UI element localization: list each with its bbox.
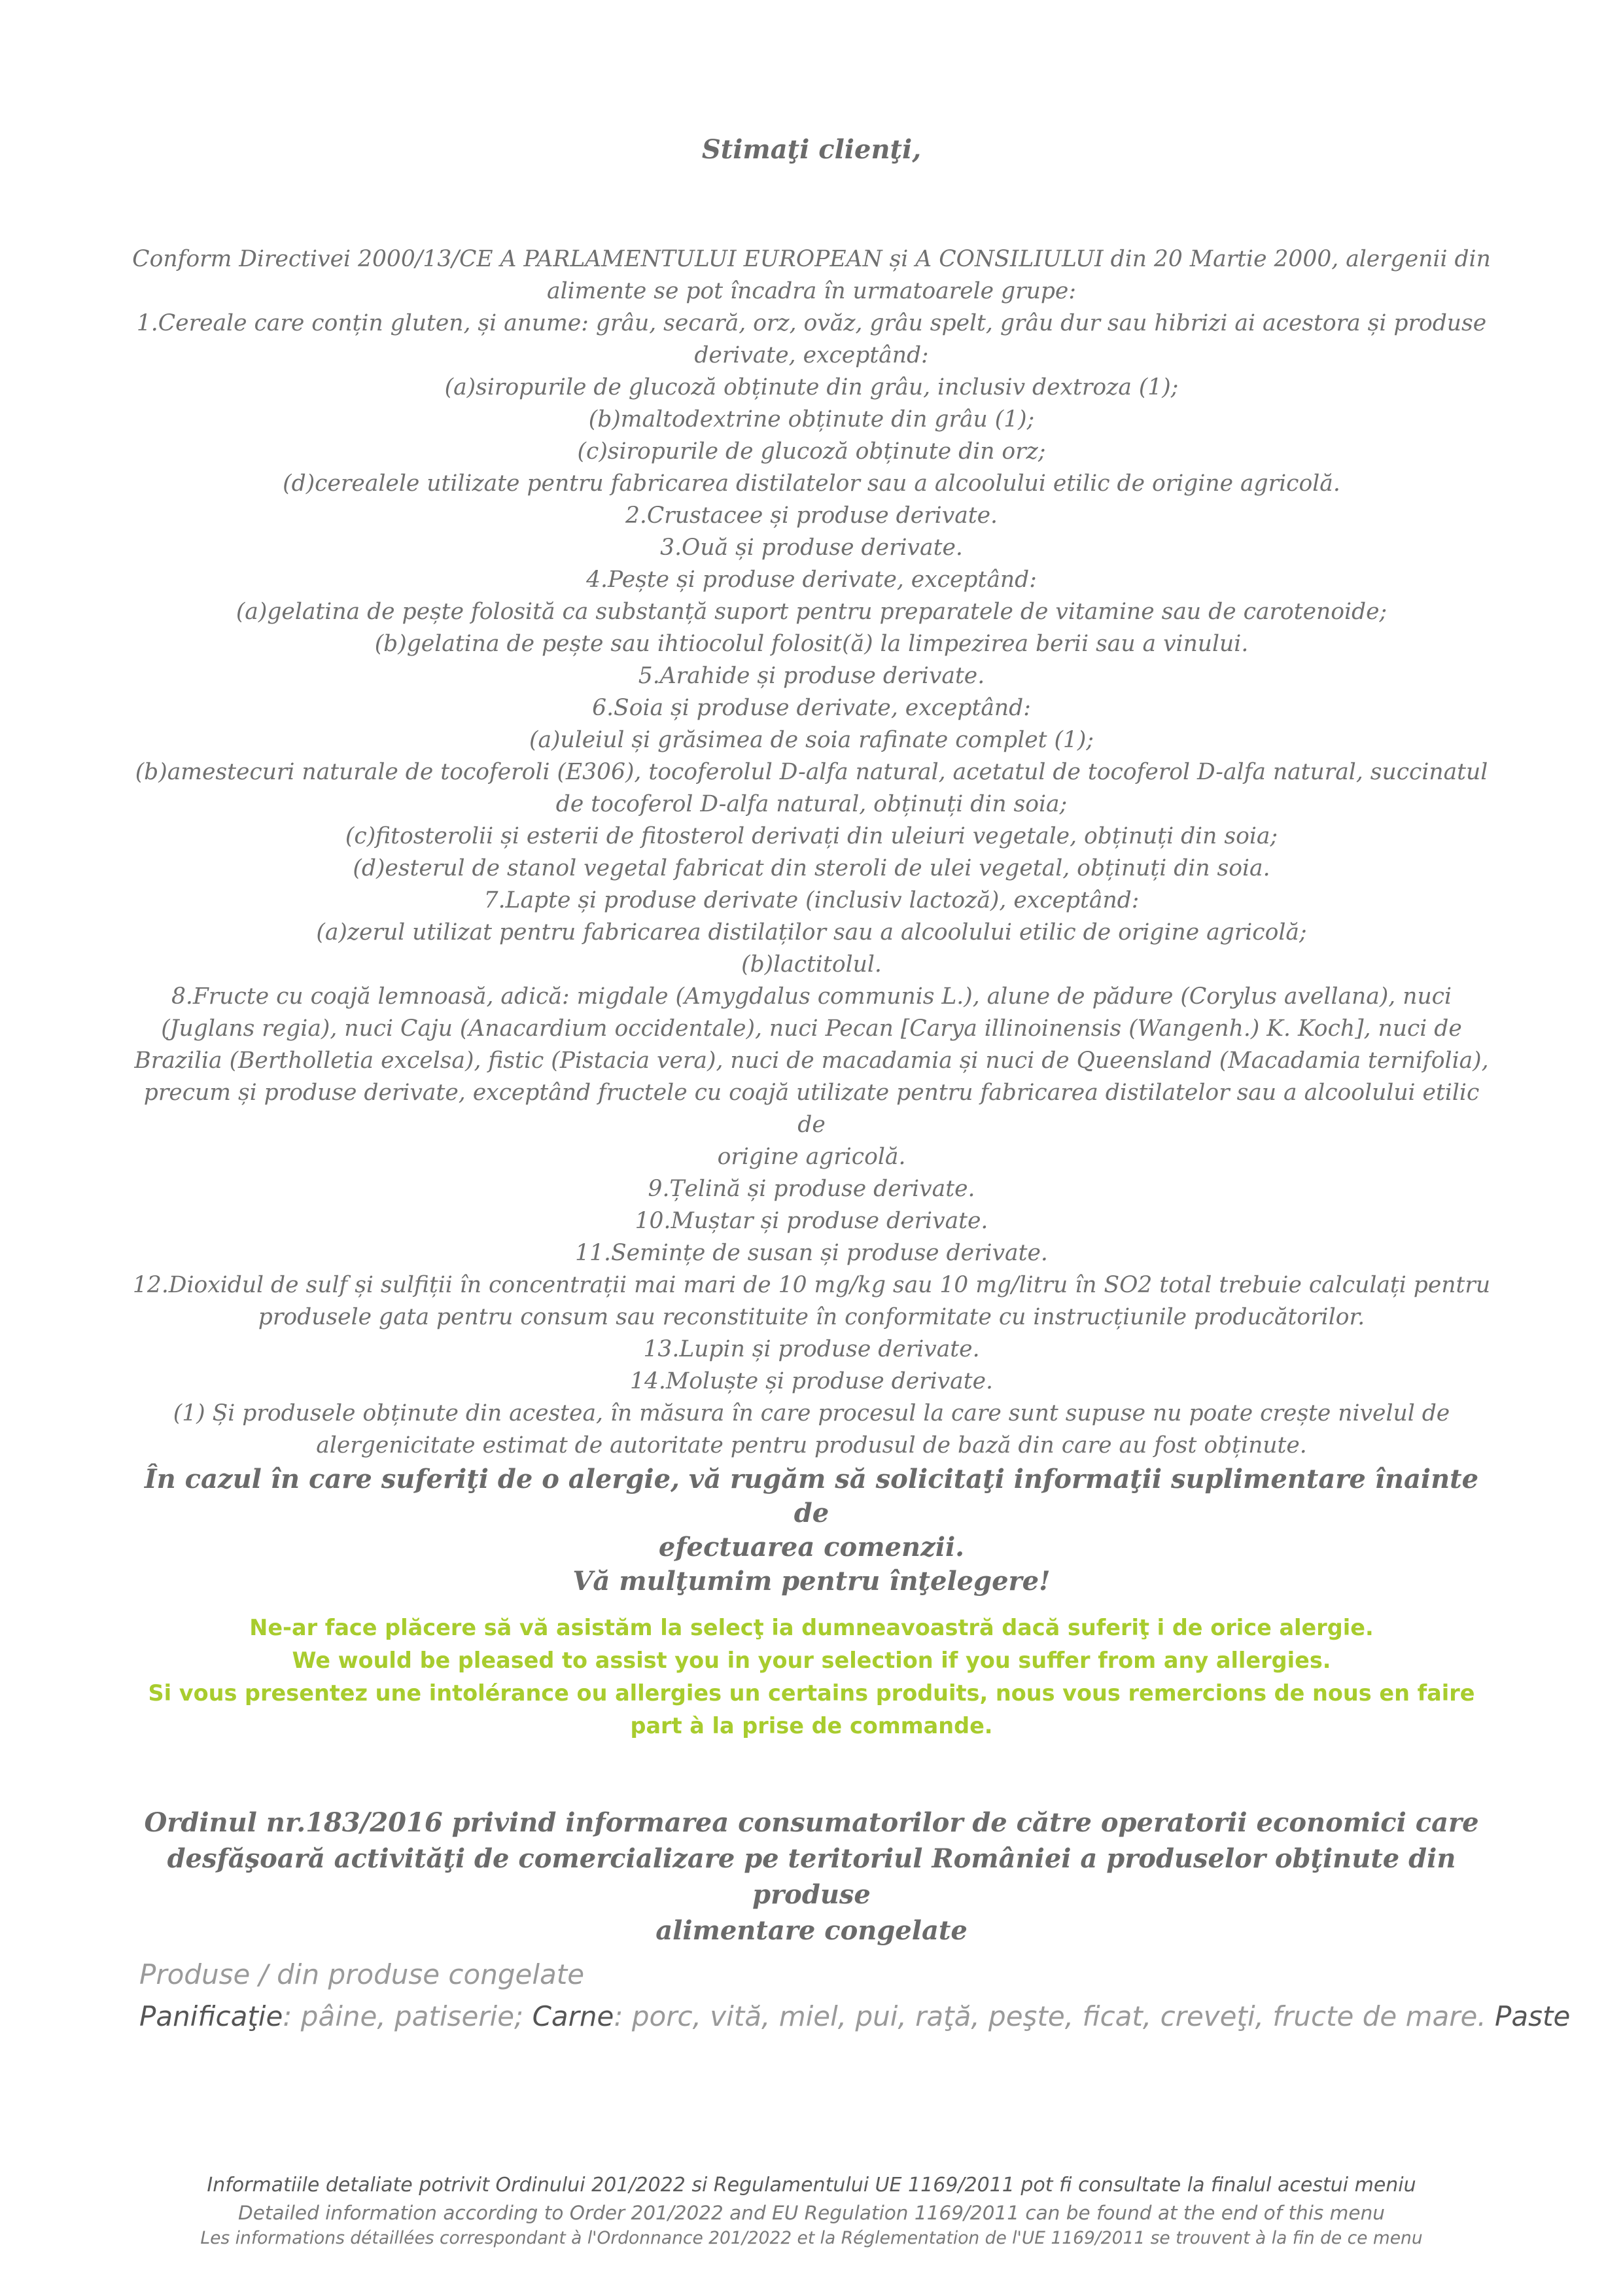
allergen-line: 5.Arahide și produse derivate. xyxy=(638,663,985,689)
allergen-line: (a)gelatina de pește folosită ca substanță suport pentru preparatele de vitamine sau de carotenoide; xyxy=(236,599,1387,625)
allergen-line: (b)gelatina de pește sau ihtiocolul folosit(ă) la limpezirea berii sau a vinului. xyxy=(374,631,1249,657)
allergy-notice-line: În cazul în care suferiţi de o alergie, vă rugăm să solicitaţi informaţii suplimentare înainte de xyxy=(144,1464,1479,1528)
allergy-notice-thanks: Vă mulţumim pentru înţelegere! xyxy=(572,1566,1051,1597)
allergy-request-notice xyxy=(144,1462,1479,1598)
assist-notice-ro: Ne-ar face plăcere să vă asistăm la selecţ ia dumneavoastră dacă suferiţ i de orice alergie. xyxy=(249,1615,1374,1640)
allergen-line: Brazilia (Bertholletia excelsa), fistic (Pistacia vera), nuci de macadamia și nuci de Queensland (Macadamia ternifolia), xyxy=(134,1048,1489,1074)
allergen-line: (a)zerul utilizat pentru fabricarea distilaților sau a alcoolului etilic de origine agricolă; xyxy=(316,919,1307,945)
allergen-directive-text xyxy=(131,243,1492,1462)
allergen-line: 10.Muștar și produse derivate. xyxy=(635,1208,988,1234)
allergen-line: (1) Și produsele obținute din acestea, în măsura în care procesul la care sunt supuse nu poate crește nivelul de xyxy=(173,1400,1450,1426)
order-title-line: desfăşoară activităţi de comercializare pe teritoriul României a produselor obţinute din produse xyxy=(167,1843,1456,1910)
greeting-heading: Stimaţi clienţi, xyxy=(701,134,922,165)
order-title-line: Ordinul nr.183/2016 privind informarea consumatorilor de către operatorii economici care xyxy=(144,1807,1479,1838)
allergen-line: (c)siropurile de glucoză obținute din orz; xyxy=(577,438,1046,465)
allergen-line: 6.Soia și produse derivate, exceptând: xyxy=(592,695,1031,721)
allergen-line: precum și produse derivate, exceptând fructele cu coajă utilizate pentru fabricarea distilatelor sau a alcoolului etilic de xyxy=(143,1080,1480,1138)
regulation-footer xyxy=(65,2171,1558,2251)
allergen-line: alergenicitate estimat de autoritate pentru produsul de bază din care au fost obținute. xyxy=(316,1432,1307,1458)
allergen-line: (b)lactitolul. xyxy=(741,951,882,978)
footer-ro: Informatiile detaliate potrivit Ordinului 201/2022 si Regulamentului UE 1169/2011 pot fi consultate la finalul acestui meniu xyxy=(207,2174,1416,2197)
assist-notice-fr: Si vous presentez une intolérance ou allergies un certains produits, nous vous remercions de nous en faire xyxy=(148,1680,1475,1706)
allergen-line: de tocoferol D-alfa natural, obținuți din soia; xyxy=(555,791,1068,817)
frozen-order-title xyxy=(131,1805,1492,1949)
frozen-products-list xyxy=(139,2000,1570,2032)
allergen-line: origine agricolă. xyxy=(717,1144,906,1170)
category-bakery: Panificaţie xyxy=(139,2000,283,2032)
allergen-line: (Juglans regia), nuci Caju (Anacardium occidentale), nuci Pecan [Carya illinoinensis (Wangenh.) K. Koch], nuci de xyxy=(161,1016,1462,1042)
allergen-line: 8.Fructe cu coajă lemnoasă, adică: migdale (Amygdalus communis L.), alune de pădure (Corylus avellana), nuci xyxy=(171,983,1452,1010)
frozen-products-heading: Produse / din produse congelate xyxy=(139,1958,585,1990)
allergen-line: 3.Ouă și produse derivate. xyxy=(660,535,963,561)
allergen-line: (d)cerealele utilizate pentru fabricarea distilatelor sau a alcoolului etilic de origine agricolă. xyxy=(283,470,1340,497)
footer-en: Detailed information according to Order 201/2022 and EU Regulation 1169/2011 can be found at the end of this menu xyxy=(238,2202,1385,2224)
allergen-line: produsele gata pentru consum sau reconstituite în conformitate cu instrucțiunile producătorilor. xyxy=(258,1304,1365,1330)
allergen-line: 7.Lapte și produse derivate (inclusiv lactoză), exceptând: xyxy=(483,887,1140,913)
category-pasta: Paste xyxy=(1495,2000,1571,2032)
allergen-line: (b)amestecuri naturale de tocoferoli (E306), tocoferolul D-alfa natural, acetatul de tocoferol D-alfa natural, succinatul xyxy=(135,759,1488,785)
allergen-line: Conform Directivei 2000/13/CE A PARLAMENTULUI EUROPEAN și A CONSILIULUI din 20 Martie 2000, alergenii din xyxy=(132,246,1491,272)
allergen-line: 13.Lupin și produse derivate. xyxy=(643,1336,980,1362)
allergen-line: derivate, exceptând: xyxy=(694,342,929,368)
order-title-line: alimentare congelate xyxy=(655,1915,968,1946)
allergen-line: (b)maltodextrine obținute din grâu (1); xyxy=(588,406,1035,433)
allergen-line: 4.Pește și produse derivate, exceptând: xyxy=(586,567,1037,593)
allergen-line: 9.Țelină și produse derivate. xyxy=(648,1176,975,1202)
allergen-line: alimente se pot încadra în urmatoarele grupe: xyxy=(547,278,1076,304)
category-bakery-items: : pâine, patiserie; xyxy=(283,2000,532,2032)
allergen-line: 14.Moluște și produse derivate. xyxy=(630,1368,993,1394)
multilingual-assist-notice xyxy=(131,1612,1492,1742)
assist-notice-fr-cont: part à la prise de commande. xyxy=(630,1713,993,1739)
allergen-line: 11.Semințe de susan și produse derivate. xyxy=(575,1240,1048,1266)
allergen-line: (d)esterul de stanol vegetal fabricat din steroli de ulei vegetal, obținuți din soia. xyxy=(353,855,1270,881)
allergen-line: (a)siropurile de glucoză obținute din grâu, inclusiv dextroza (1); xyxy=(444,374,1179,400)
category-meat-items: : porc, vită, miel, pui, raţă, peşte, ficat, creveţi, fructe de mare. xyxy=(614,2000,1495,2032)
footer-fr: Les informations détaillées correspondant à l'Ordonnance 201/2022 et la Réglementation de l'UE 1169/2011 se trouvent à la fin de ce menu xyxy=(200,2228,1423,2248)
category-meat: Carne xyxy=(532,2000,614,2032)
allergen-line: 1.Cereale care conțin gluten, și anume: grâu, secară, orz, ovăz, grâu spelt, grâu dur sau hibrizi ai acestora și produse xyxy=(136,310,1487,336)
allergen-line: 2.Crustacee și produse derivate. xyxy=(625,503,998,529)
allergy-notice-line: efectuarea comenzii. xyxy=(658,1532,965,1563)
allergen-line: (c)fitosterolii și esterii de fitosterol derivați din uleiuri vegetale, obținuți din soia; xyxy=(345,823,1278,849)
allergen-line: 12.Dioxidul de sulf și sulfiții în concentrații mai mari de 10 mg/kg sau 10 mg/litru în SO2 total trebuie calculați pentru xyxy=(132,1272,1491,1298)
allergen-line: (a)uleiul și grăsimea de soia rafinate complet (1); xyxy=(529,727,1094,753)
assist-notice-en: We would be pleased to assist you in your selection if you suffer from any allergies. xyxy=(292,1648,1331,1673)
